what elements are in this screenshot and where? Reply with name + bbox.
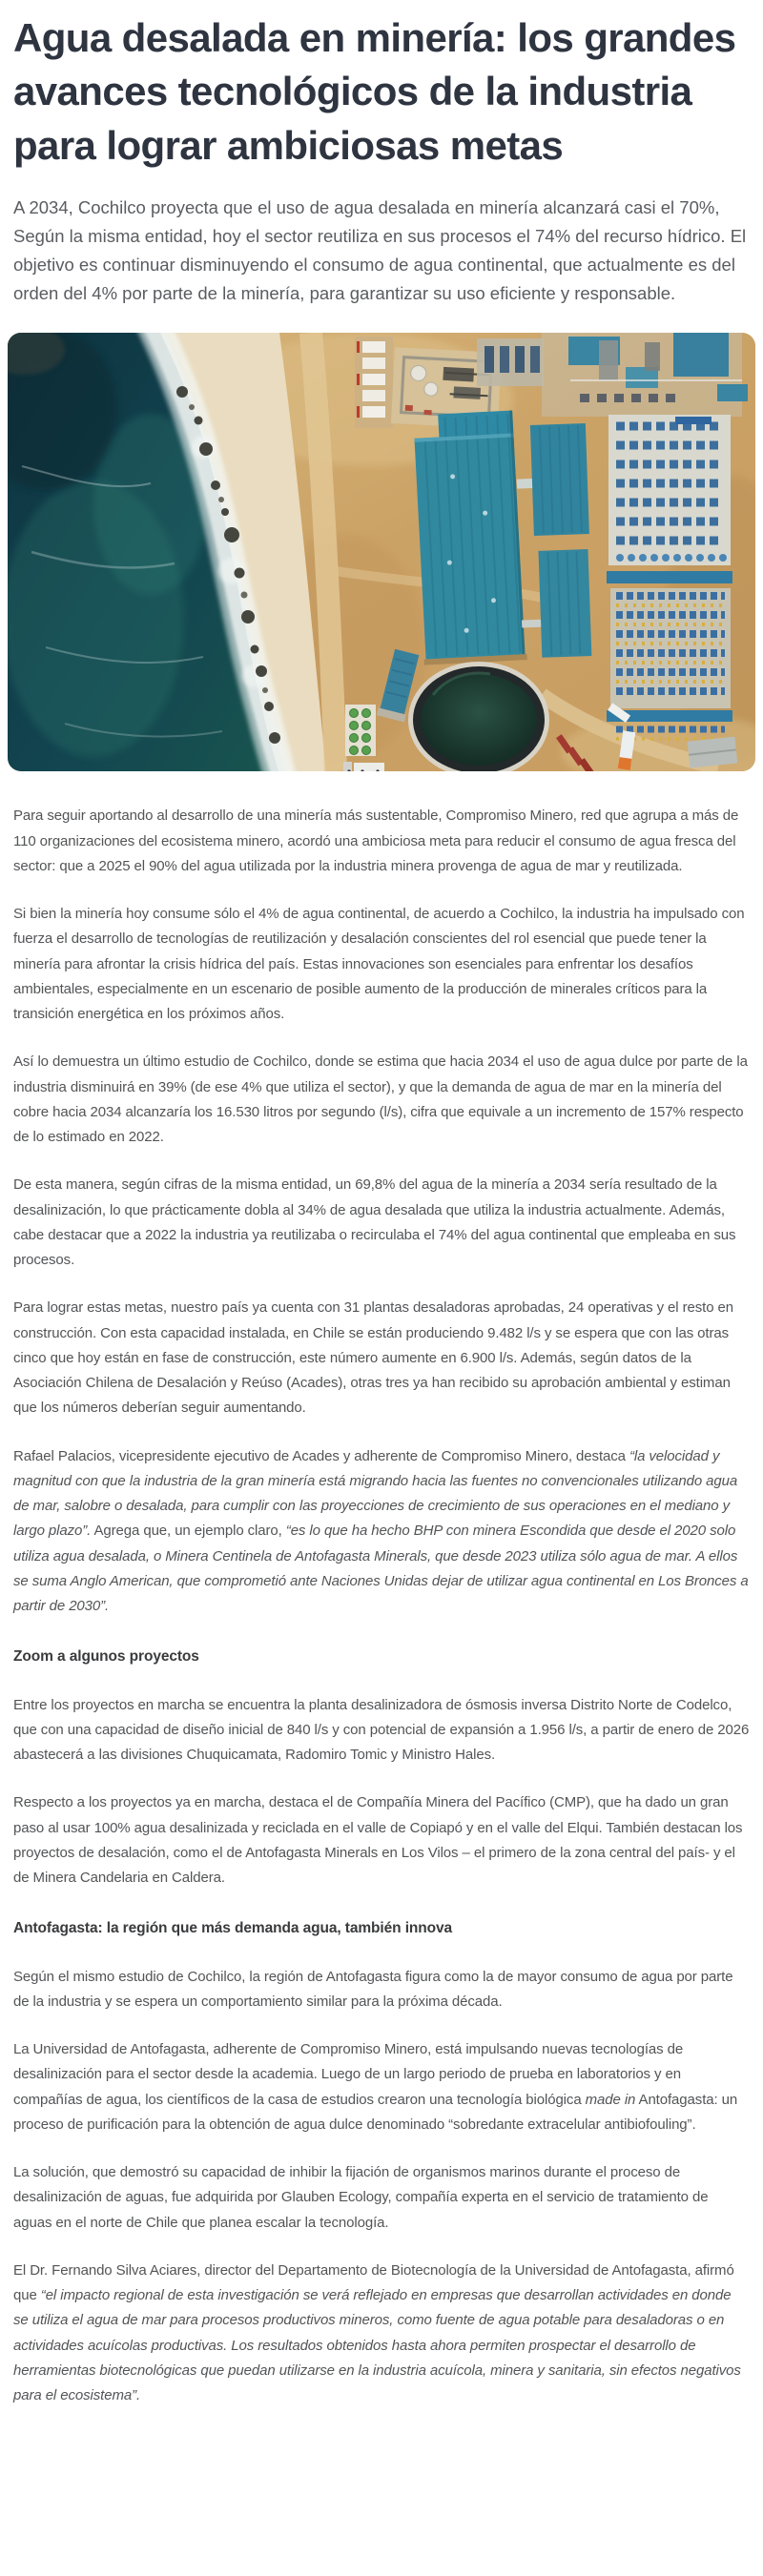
article-lead: A 2034, Cochilco proyecta que el uso de agua desalada en minería alcanzará casi el 70%, Según la misma entidad, hoy el sector reutiliza en sus procesos el 74% del recurso hídrico. El objetivo es continuar disminuyendo el consumo de agua continental, que actualmente es del orden del 4% por parte de la minería, para garantizar su uso eficiente y responsable. bbox=[13, 196, 747, 304]
paragraph-distrito-norte: Entre los proyectos en marcha se encuentra la planta desalinizadora de ósmosis inversa Distrito Norte de Codelco, que con una capacidad de diseño inicial de 840 l/s y con potencial de expansión a 1.956 l/s, a partir de enero de 2026 abastecerá a las divisiones Chuquicamata, Radomiro Tomic y Ministro Hales. bbox=[13, 1696, 750, 1764]
text-run-italic: made in bbox=[585, 2091, 636, 2108]
quote-text: “la velocidad y magnitud con que la industria de la gran minería está migrando hacia las fuentes no convencionales utilizando agua de mar, salobre o desalada, para cumplir con las proyecciones de crecimiento de sus operaciones en el mediano y largo plazo”. bbox=[13, 1447, 738, 1540]
paragraph-tecnologias: Si bien la minería hoy consume sólo el 4% de agua continental, de acuerdo a Cochilco, la industria ha impulsado con fuerza el desarrollo de tecnologías de reutilización y desalación conscientes del rol esencial que puede tener la minería para afrontar la crisis hídrica del país. Estas innovaciones son esenciales para enfrentar los desafíos ambientales, especialmente en un escenario de posible aumento de la producción de minerales críticos para la transición energética en los próximos años. bbox=[13, 906, 745, 1023]
hero-image bbox=[8, 333, 755, 771]
hero-aerial-illustration bbox=[8, 333, 755, 771]
paragraph-universidad bbox=[13, 2037, 750, 2137]
green-tank-pad bbox=[345, 705, 376, 756]
rack-block-upper bbox=[608, 415, 731, 565]
paragraph-region-antofagasta: Según el mismo estudio de Cochilco, la región de Antofagasta figura como la de mayor consumo de agua por parte de la industria y se espera un comportamiento similar para la próxima década. bbox=[13, 1968, 733, 2010]
paragraph-compromiso-meta: Para seguir aportando al desarrollo de una minería más sustentable, Compromiso Minero, red que agrupa a más de 110 organizaciones del ecosistema minero, acordó una ambiciosa meta para reducir el consumo de agua fresca del sector: que a 2025 el 90% del agua utilizada por la industria minera provenga de agua de mar y reutilizada. bbox=[13, 808, 739, 874]
article-body bbox=[0, 771, 763, 2408]
paragraph-plantas-desaladoras: Para lograr estas metas, nuestro país ya cuenta con 31 plantas desaladoras aprobadas, 24 operativas y el resto en construcción. Con esta capacidad instalada, en Chile se están produciendo 9.482 l/s y se espera que con las otras cinco que hoy están en fase de construcción, este número aumente en 6.900 l/s. Además, según datos de la Asociación Chilena de Desalación y Reúso (Acades), otras tres ya han recibido su aprobación ambiental y estiman que los números deberían seguir aumentando. bbox=[13, 1299, 733, 1417]
text-run: La Universidad de Antofagasta, adherente de Compromiso Minero, está impulsando nuevas tecnologías de desalinización para el sector desde la academia. Luego de un largo periodo de prueba en laboratorios y en compañías de agua, los científicos de la casa de estudios crearon una tecnología biológica bbox=[13, 2041, 684, 2108]
quote-intro: El Dr. Fernando Silva Aciares, director del Departamento de Biotecnología de la Universidad de Antofagasta, afirmó que bbox=[13, 2261, 734, 2304]
top-right-buildings bbox=[542, 333, 748, 417]
equipment-pad bbox=[477, 338, 544, 386]
quote-mid: Agrega que, un ejemplo claro, bbox=[91, 1523, 286, 1540]
quote-text: “es lo que ha hecho BHP con minera Escondida que desde el 2020 solo utiliza agua desalada, o Minera Centinela de Antofagasta Minerals, que desde 2023 utiliza sólo agua de mar. A ellos se suma Anglo American, que comprometió ante Naciones Unidas dejar de utilizar agua continental en Los Bronces a partir de 2030”. bbox=[13, 1523, 749, 1615]
text-run: Antofagasta: un proceso de purificación para la obtención de agua dulce denominado “sobredante extracelular antibiofouling”. bbox=[13, 2091, 738, 2133]
page-title: Agua desalada en minería: los grandes avances tecnológicos de la industria para lograr ambiciosas metas bbox=[13, 15, 736, 168]
paragraph-estudio-cochilco: Así lo demuestra un último estudio de Cochilco, donde se estima que hacia 2034 el uso de agua dulce por parte de la industria disminuirá en 39% (de ese 4% que utiliza el sector), y que la demanda de agua de mar en la minería del cobre hacia 2034 alcanzaría los 16.530 litros por segundo (l/s), cifra que equivale a un incremento de 157% respecto de lo estimado en 2022. bbox=[13, 1053, 748, 1146]
section-heading-proyectos: Zoom a algunos proyectos bbox=[13, 1648, 199, 1666]
quote-text: “el impacto regional de esta investigación se verá reflejado en empresas que desarrollan actividades en donde se utiliza el agua de mar para procesos productivos mineros, como fuente de agua potable para desaladoras o en actividades acuícolas productivas. Los resultados obtenidos hasta ahora permiten prospectar el desarrollo de herramientas biotecnológicas que puedan utilizarse en la industria acuícola, minera y sanitaria, sin efectos negativos para el ecosistema”. bbox=[13, 2287, 741, 2404]
main-hall bbox=[411, 411, 527, 665]
paragraph-cmp: Respecto a los proyectos ya en marcha, destaca el de Compañía Minera del Pacífico (CMP), que ha dado un gran paso al usar 100% agua desalinizada y reciclada en el valle de Copiapó y en el valle del Elqui. También destacan los proyectos de desalación, como el de Antofagasta Minerals en Los Vilos – el primero de la zona central del país- y el de Minera Candelaria en Caldera. bbox=[13, 1794, 743, 1887]
paragraph-cifras-2034: De esta manera, según cifras de la misma entidad, un 69,8% del agua de la minería a 2034 sería resultado de la desalinización, lo que prácticamente dobla al 34% de agua desalada que utiliza la industria actualmente. Además, cabe destacar que a 2022 la industria ya reutilizaba o recirculaba el 74% del agua continental que empleaba en sus procesos. bbox=[13, 1176, 736, 1269]
section-heading-antofagasta: Antofagasta: la región que más demanda agua, también innova bbox=[13, 1920, 453, 1937]
tank-rack bbox=[355, 337, 393, 428]
paragraph-cita-palacios bbox=[13, 1444, 750, 1620]
paragraph-cita-silva bbox=[13, 2259, 750, 2409]
paragraph-glauben: La solución, que demostró su capacidad de inhibir la fijación de organismos marinos durante el proceso de desalinización de aguas, fue adquirida por Glauben Ecology, compañía experta en el servicio de tratamiento de aguas en el norte de Chile que planea escalar la tecnología. bbox=[13, 2164, 709, 2231]
quote-intro: Rafael Palacios, vicepresidente ejecutivo de Acades y adherente de Compromiso Minero, destaca bbox=[13, 1447, 629, 1464]
